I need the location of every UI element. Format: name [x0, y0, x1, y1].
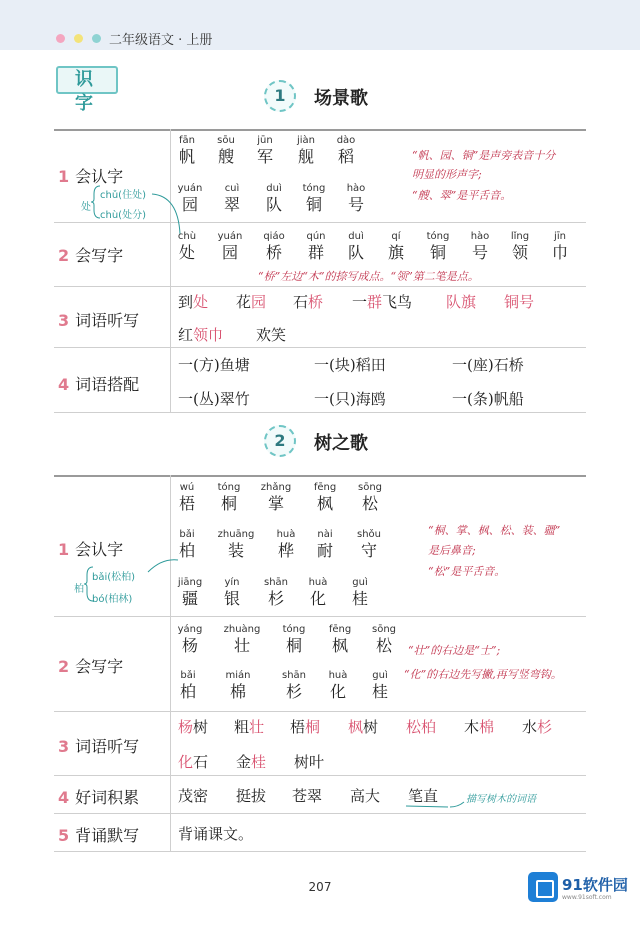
good-word: 高大 — [350, 787, 381, 805]
row-divider — [54, 286, 586, 287]
row-label-dictation: 3 词语听写 — [58, 737, 140, 756]
char-cell: yuán 园 — [217, 231, 243, 262]
char-cell: jiàn 舰 — [296, 135, 316, 166]
dictation-word: 水杉 — [522, 718, 553, 736]
row-divider — [54, 813, 586, 814]
table-top-rule — [54, 129, 586, 131]
phrase-match: 一(丛)翠竹 — [178, 390, 250, 408]
polyphone-annotation: bǎi(松柏) — [92, 572, 136, 583]
row-label-goodwords: 4 好词积累 — [58, 788, 140, 807]
dictation-word: 杨树 — [178, 718, 209, 736]
char-cell: jiāng 疆 — [177, 577, 203, 608]
dictation-word: 化石 — [178, 753, 209, 771]
table-top-rule — [54, 475, 586, 477]
handwritten-note: “艘、翠”是平舌音。 — [412, 189, 512, 202]
char-cell: guì 桂 — [351, 577, 368, 608]
lesson-number-badge: 2 — [264, 425, 296, 457]
row-divider — [54, 616, 586, 617]
handwritten-note: “化”的右边先写撇,再写竖弯钩。 — [404, 668, 562, 681]
handwritten-note: “松”是平舌音。 — [428, 565, 506, 578]
char-cell: fān 帆 — [178, 135, 195, 166]
char-cell: yuán 园 — [177, 183, 203, 214]
row-label-dictation: 3 词语听写 — [58, 311, 140, 330]
teal-dot-icon — [92, 34, 101, 43]
handwritten-note: “壮”的右边是“士”; — [408, 644, 501, 657]
page-number: 207 — [308, 880, 332, 894]
char-cell: wú 梧 — [178, 482, 195, 513]
dictation-word: 木棉 — [464, 718, 495, 736]
table-column-divider — [170, 129, 171, 413]
char-cell: sōng 松 — [357, 482, 382, 513]
char-cell: bǎi 柏 — [179, 670, 196, 701]
char-cell: cuì 翠 — [223, 183, 240, 214]
char-cell: tóng 桐 — [282, 624, 306, 655]
char-cell: nài 耐 — [316, 529, 333, 560]
lesson-title: 树之歌 — [314, 433, 368, 454]
phrase-match: 一(块)稻田 — [314, 356, 386, 374]
dictation-word: 红领巾 — [178, 326, 224, 344]
char-cell: lǐng 领 — [510, 231, 530, 262]
char-cell: jūn 军 — [256, 135, 273, 166]
char-cell: huà 桦 — [276, 529, 296, 560]
row-divider — [54, 412, 586, 413]
header-title: 二年级语文 · 上册 — [109, 33, 213, 48]
row-divider — [54, 775, 586, 776]
char-cell: qún 群 — [306, 231, 326, 262]
yellow-dot-icon — [74, 34, 83, 43]
row-label-read: 1 会认字 — [58, 167, 124, 186]
annotation-arrow-icon — [146, 556, 182, 576]
dictation-word: 铜号 — [504, 293, 535, 311]
char-cell: fēng 枫 — [313, 482, 337, 513]
char-cell: hào 号 — [346, 183, 366, 214]
row-label-recite: 5 背诵默写 — [58, 826, 140, 845]
char-cell: jīn 巾 — [551, 231, 568, 262]
char-cell: duì 队 — [347, 231, 364, 262]
dictation-word: 金桂 — [236, 753, 267, 771]
row-label-write: 2 会写字 — [58, 246, 124, 265]
char-cell: yáng 杨 — [177, 624, 203, 655]
dictation-word: 树叶 — [294, 753, 325, 771]
char-cell: zhǎng 掌 — [260, 482, 292, 513]
char-cell: zhuāng 装 — [217, 529, 255, 560]
row-divider — [54, 347, 586, 348]
char-cell: huà 化 — [328, 670, 348, 701]
char-cell: shǒu 守 — [356, 529, 381, 560]
phrase-match: 一(方)鱼塘 — [178, 356, 250, 374]
watermark-name: 91软件园 — [562, 876, 628, 894]
lesson-title: 场景歌 — [314, 88, 368, 109]
phrase-match: 一(座)石桥 — [452, 356, 524, 374]
char-cell: hào 号 — [470, 231, 490, 262]
handwritten-note: “桥”左边“木”的捺写成点。“领”第二笔是点。 — [258, 270, 479, 283]
dictation-word: 到处 — [178, 293, 209, 311]
char-cell: sōng 松 — [371, 624, 396, 655]
char-cell: shān 杉 — [263, 577, 288, 608]
row-divider — [54, 222, 586, 223]
char-cell: sōu 艘 — [217, 135, 235, 166]
dictation-word: 粗壮 — [234, 718, 265, 736]
polyphone-annotation: chù(处分) — [100, 210, 146, 221]
polyphone-annotation-char: 柏 — [74, 584, 84, 595]
dictation-word: 石桥 — [293, 293, 324, 311]
row-label-write: 2 会写字 — [58, 657, 124, 676]
char-cell: qí 旗 — [387, 231, 404, 262]
char-cell: shān 杉 — [281, 670, 306, 701]
good-word: 笔直 — [408, 787, 439, 805]
lesson-number-badge: 1 — [264, 80, 296, 112]
phrase-match: 一(条)帆船 — [452, 390, 524, 408]
dictation-word: 枫树 — [348, 718, 379, 736]
page-header — [0, 0, 640, 50]
app-logo-icon — [528, 872, 558, 902]
row-divider — [54, 851, 586, 852]
dictation-word: 花园 — [236, 293, 267, 311]
char-cell: tóng 铜 — [302, 183, 326, 214]
row-label-match: 4 词语搭配 — [58, 375, 140, 394]
good-word: 挺拔 — [236, 787, 267, 805]
char-cell: qiáo 桥 — [263, 231, 285, 262]
char-cell: yín 银 — [223, 577, 240, 608]
watermark-logo — [528, 872, 628, 906]
char-cell: tóng 桐 — [217, 482, 241, 513]
char-cell: tóng 铜 — [426, 231, 450, 262]
handwritten-note: 描写树木的词语 — [466, 794, 536, 805]
char-cell: huà 化 — [308, 577, 328, 608]
char-cell: dào 稻 — [336, 135, 356, 166]
watermark-url: www.91soft.com — [562, 894, 612, 901]
handwritten-note: “帆、园、铜”是声旁表音十分 — [412, 149, 556, 162]
dictation-word: 队旗 — [446, 293, 477, 311]
char-cell: bǎi 柏 — [178, 529, 195, 560]
good-word: 苍翠 — [292, 787, 323, 805]
char-cell: guì 桂 — [371, 670, 388, 701]
dictation-word: 欢笑 — [256, 326, 287, 344]
handwritten-note: “桐、掌、枫、松、装、疆” — [428, 524, 561, 537]
recite-text: 背诵课文。 — [178, 825, 254, 843]
polyphone-annotation: bó(柏林) — [92, 594, 133, 605]
dictation-word: 松柏 — [406, 718, 437, 736]
polyphone-annotation: chǔ(住处) — [100, 190, 146, 201]
handwritten-note: 是后鼻音; — [428, 544, 476, 557]
char-cell: zhuàng 壮 — [223, 624, 261, 655]
char-cell: duì 队 — [265, 183, 282, 214]
good-word: 茂密 — [178, 787, 209, 805]
dictation-word: 梧桐 — [290, 718, 321, 736]
row-divider — [54, 711, 586, 712]
section-badge: 识 字 — [56, 66, 118, 94]
char-cell: chù 处 — [177, 231, 197, 262]
char-cell: mián 棉 — [225, 670, 251, 701]
polyphone-annotation-char: 处 — [81, 202, 91, 213]
handwritten-note: 明显的形声字; — [412, 168, 482, 181]
phrase-match: 一(只)海鸥 — [314, 390, 386, 408]
row-label-read: 1 会认字 — [58, 540, 124, 559]
dictation-word: 一群飞鸟 — [352, 293, 413, 311]
pink-dot-icon — [56, 34, 65, 43]
char-cell: fēng 枫 — [328, 624, 352, 655]
